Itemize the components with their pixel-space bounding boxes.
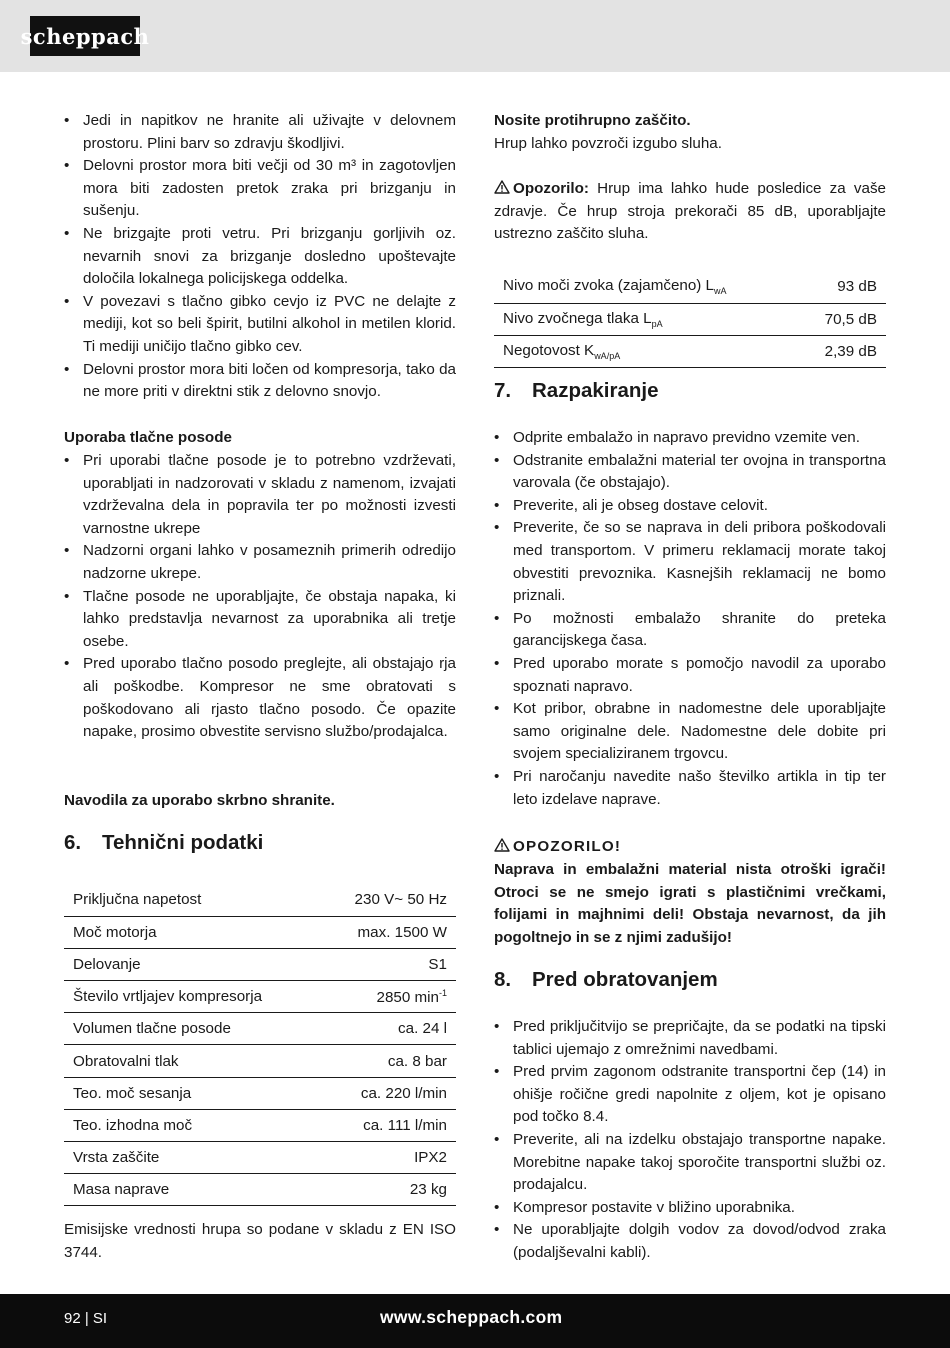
spec-label: Moč motorja [64,916,320,948]
spec-value: 230 V~ 50 Hz [320,884,456,916]
list-item: • Nadzorni organi lahko v posameznih primerih odredijo nadzorne ukrepe. [64,540,456,585]
section-title: Razpakiranje [532,379,659,402]
warning-triangle-icon [494,838,510,852]
list-item: • Delovni prostor mora biti večji od 30 m³ in zagotovljen mora biti zadosten pretok zraka pri brizganju in sušenju. [64,155,456,223]
spec-label: Volumen tlačne posode [64,1013,320,1045]
list-item: • Kompresor postavite v bližino uporabnika. [494,1197,886,1220]
section-6-heading [64,829,456,857]
list-item: • Ne brizgajte proti vetru. Pri brizganju gorljivih oz. nevarnih snovi za brizganje dosledno upoštevajte določila lokalnega policijskega oddelka. [64,223,456,291]
list-item: • Pred uporabo tlačno posodo preglejte, ali obstajajo rja ali poškodbe. Kompresor ne sme obratovati s poškodovano ali rjasto tlačno posodo. Če opazite napake, prosimo obvestite servisno službo/prodajalca. [64,653,456,743]
section-8-heading [494,966,886,994]
pressure-vessel-bullet-list [64,450,456,744]
noise-protection-text: Hrup lahko povzroči izgubo sluha. [494,135,722,152]
noise-label [494,303,798,335]
list-item: • Preverite, ali na izdelku obstajajo transportne napake. Morebitne napake takoj sporočite transportni službi oz. prodajalcu. [494,1129,886,1197]
noise-label-subscript: pA [651,318,663,329]
noise-warning [494,178,886,246]
spec-value: max. 1500 W [320,916,456,948]
table-row [64,1174,456,1206]
section-7-heading [494,377,886,405]
noise-label-subscript: wA/pA [594,350,621,361]
list-item: • Po možnosti embalažo shranite do preteka garancijskega časa. [494,608,886,653]
table-row [64,1045,456,1077]
spec-label: Masa naprave [64,1174,320,1206]
page-number: 92 | SI [64,1310,108,1327]
emission-note: Emisijske vrednosti hrupa so podane v skladu z EN ISO 3744. [64,1221,456,1261]
scheppach-logo: scheppach [30,16,140,56]
noise-value: 2,39 dB [798,335,886,367]
noise-label-text: Negotovost K [503,341,595,359]
list-item: • Jedi in napitkov ne hranite ali uživajte v delovnem prostoru. Plini barv so zdravju škodljivi. [64,110,456,155]
table-row [494,335,886,367]
list-item: • Pri uporabi tlačne posode je to potrebno vzdrževati, uporabljati in nadzorovati v skladu z namenom, izvajati vzdrževalna dela in popravila ter po možnosti izvesti varnostne ukrepe [64,450,456,540]
website-link[interactable]: www.scheppach.com [380,1307,563,1327]
table-row [64,1077,456,1109]
spec-label: Teo. izhodna moč [64,1109,320,1141]
spec-value: ca. 220 l/min [320,1077,456,1109]
page-header [0,0,950,72]
safety-bullet-list [64,110,456,404]
spec-label: Število vrtljajev kompresorja [64,981,320,1013]
table-row [64,981,456,1013]
warning-triangle-icon [494,180,510,194]
noise-label [494,335,798,367]
spec-label: Delovanje [64,948,320,980]
table-row [494,303,886,335]
caution-label: OPOZORILO! [513,838,622,855]
caution-heading [494,836,886,859]
spec-label: Teo. moč sesanja [64,1077,320,1109]
spec-value: S1 [320,948,456,980]
list-item: • Pred uporabo morate s pomočjo navodil za uporabo spoznati napravo. [494,653,886,698]
list-item: • Kot pribor, obrabne in nadomestne dele uporabljajte samo originalne dele. Nadomestne dele dobite pri svojem specializiranem trgovcu. [494,698,886,766]
table-row [494,271,886,303]
list-item: • Pri naročanju navedite našo številko artikla in tip ter leto izdelave naprave. [494,766,886,811]
unpacking-bullet-list [494,427,886,811]
technical-data-table [64,884,456,1206]
noise-label-subscript: wA [714,286,727,297]
list-item: • Tlačne posode ne uporabljajte, če obstaja napaka, ki lahko predstavlja nevarnost za uporabnika ali tretje osebe. [64,586,456,654]
spec-value [320,981,456,1013]
spec-value: ca. 8 bar [320,1045,456,1077]
spec-value-exponent: -1 [438,987,447,998]
spec-value: IPX2 [320,1142,456,1174]
spec-value: ca. 24 l [320,1013,456,1045]
table-row [64,1109,456,1141]
section-title: Tehnični podatki [102,831,264,854]
warning-text: Hrup ima lahko hude posledice za vaše zdravje. Če hrup stroja prekorači 85 dB, uporabljajte ustrezno zaščito sluha. [494,180,886,243]
before-operation-bullet-list [494,1016,886,1265]
pressure-vessel-heading: Uporaba tlačne posode [64,429,232,446]
list-item: • Preverite, če so se naprava in deli pribora poškodovali med transportom. V primeru reklamacij morate takoj obvestiti prevoznika. Kasnejših reklamacij ne bomo priznali. [494,517,886,607]
table-row [64,884,456,916]
list-item: • V povezavi s tlačno gibko cevjo iz PVC ne delajte z mediji, kot so beli špirit, butilni alkohol in metilen klorid. Ti mediji uničijo tlačno gibko cev. [64,291,456,359]
noise-protection-heading: Nosite protihrupno zaščito. [494,112,691,129]
section-title: Pred obratovanjem [532,968,718,991]
list-item: • Ne uporabljajte dolgih vodov za dovod/odvod zraka (podaljševalni kabli). [494,1219,886,1264]
list-item: • Delovni prostor mora biti ločen od kompresorja, tako da ne more priti v direktni stik z delovno snovjo. [64,359,456,404]
table-row [64,1142,456,1174]
warning-label: Opozorilo: [513,180,589,197]
spec-value: ca. 111 l/min [320,1109,456,1141]
noise-value: 93 dB [798,271,886,303]
noise-label-text: Nivo moči zvoka (zajamčeno) L [503,277,715,295]
table-row [64,1013,456,1045]
noise-values-table [494,271,886,368]
noise-label [494,271,798,303]
section-number: 8. [494,968,512,991]
list-item: • Odprite embalažo in napravo previdno vzemite ven. [494,427,886,450]
section-number: 7. [494,379,512,402]
list-item: • Pred priključitvijo se prepričajte, da se podatki na tipski tablici ujemajo z omrežnimi navedbami. [494,1016,886,1061]
spec-label: Obratovalni tlak [64,1045,320,1077]
spec-value: 23 kg [320,1174,456,1206]
spec-label: Priključna napetost [64,884,320,916]
spec-label: Vrsta zaščite [64,1142,320,1174]
table-row [64,948,456,980]
section-number: 6. [64,831,82,854]
page-footer [0,1294,950,1348]
noise-label-text: Nivo zvočnega tlaka L [503,309,652,327]
spec-value-text: 2850 min [376,988,439,1006]
keep-instructions-note: Navodila za uporabo skrbno shranite. [64,792,335,809]
table-row [64,916,456,948]
list-item: • Preverite, ali je obseg dostave celovit. [494,495,886,518]
list-item: • Pred prvim zagonom odstranite transportni čep (14) in ohišje ročične gredi napolnite z oljem, kot je opisano pod točko 8.4. [494,1061,886,1129]
caution-text: Naprava in embalažni material nista otroški igrači! Otroci se ne smejo igrati s plastičnimi vrečkami, folijami in majhnimi deli! Obstaja nevarnost, da jih pogoltnejo in se z njimi zadušijo! [494,861,886,946]
list-item: • Odstranite embalažni material ter ovojna in transportna varovala (če obstajajo). [494,450,886,495]
noise-value: 70,5 dB [798,303,886,335]
